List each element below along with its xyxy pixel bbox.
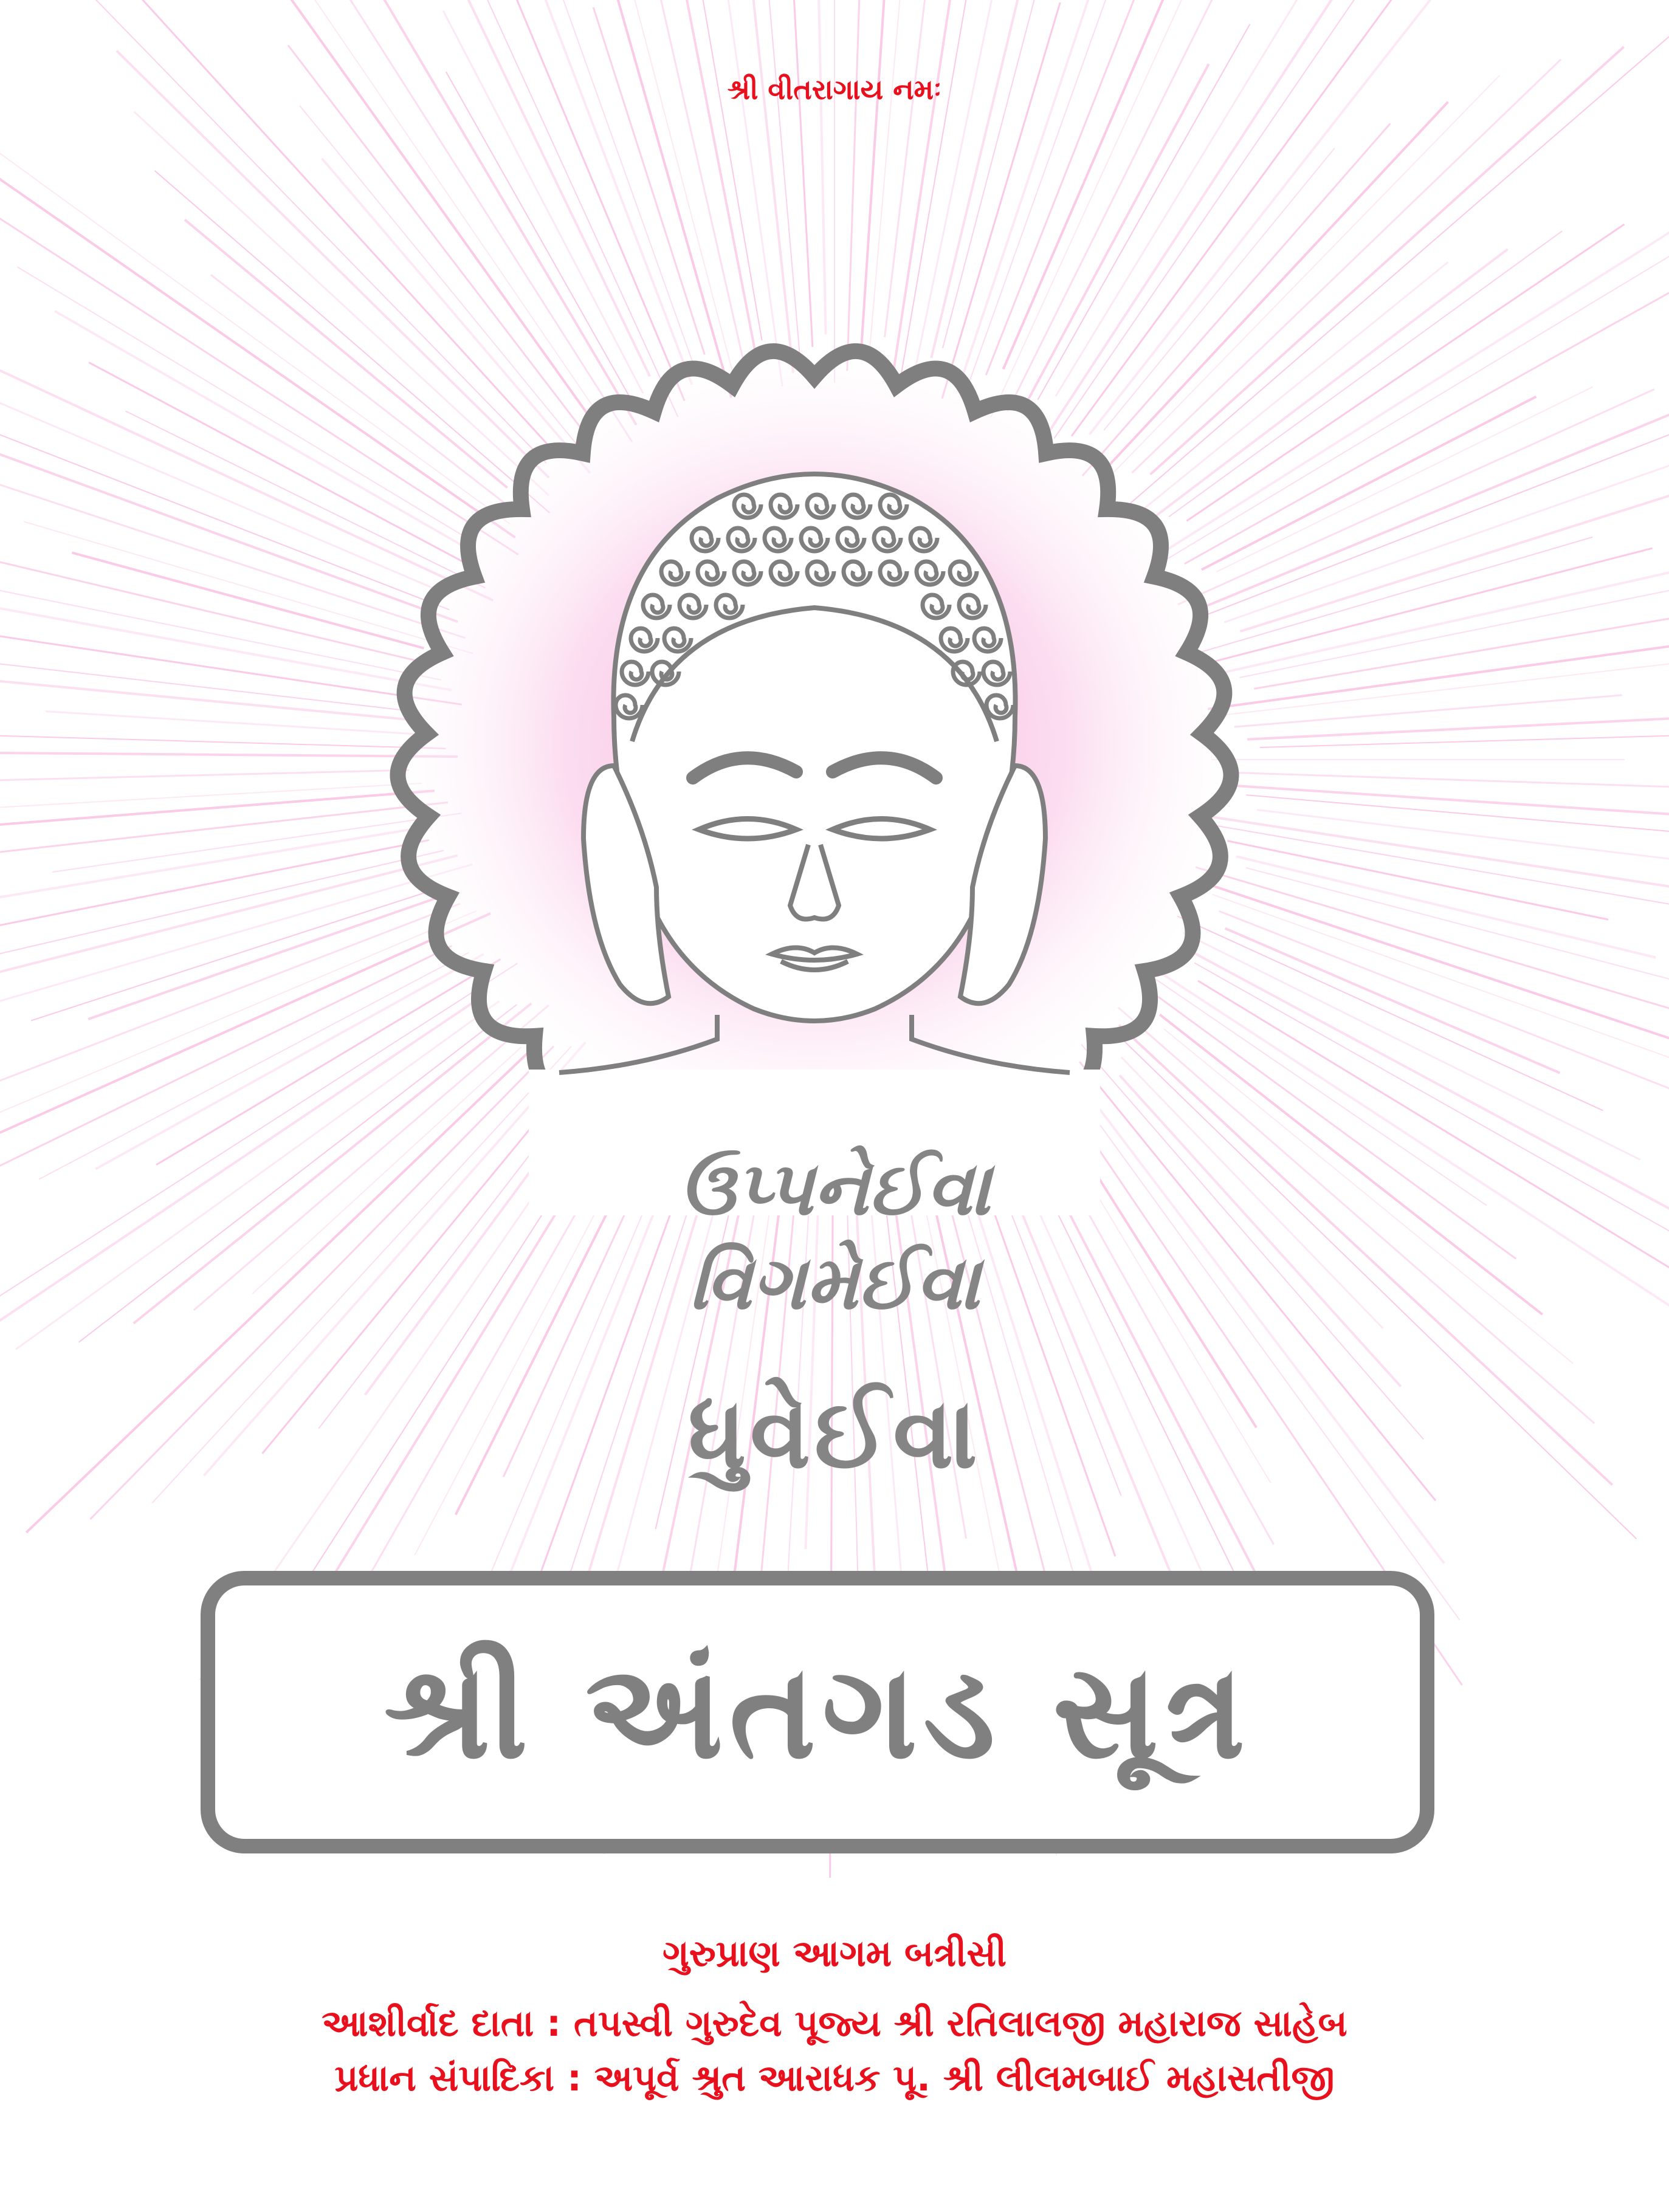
editor-credit: પ્રધાન સંપાદિકા : અપૂર્વ શ્રુત આરાધક પૂ. શ્રી લીલમબાઈ મહાસતીજી xyxy=(334,2057,1335,2100)
right-eye xyxy=(833,819,930,839)
mantra-line-1: ઉપ્પનેઈવા xyxy=(678,1146,991,1232)
mantra-line-2: વિગમેઈવા xyxy=(689,1240,980,1326)
ray-line xyxy=(786,0,812,347)
head xyxy=(583,474,1045,1021)
ray-line xyxy=(885,0,934,337)
tirthankara-face-illustration xyxy=(328,304,1301,1215)
ray-line xyxy=(815,0,826,334)
book-title: શ્રી અંતગડ સૂત્ર xyxy=(384,1635,1251,1788)
title-box xyxy=(201,1571,1434,1853)
ray-line xyxy=(653,0,762,340)
mantra-line-3: ધુવેઈવા xyxy=(687,1376,982,1490)
left-eye xyxy=(699,819,796,839)
ray-line xyxy=(1246,868,1669,988)
ray-line xyxy=(593,7,704,354)
invocation-text: શ્રી વીતરાગાય નમઃ xyxy=(727,73,942,106)
ray-line xyxy=(870,0,902,348)
blessing-credit: આશીર્વાદ દાતા : તપસ્વી ગુરુદેવ પૂજ્ય શ્રી રતિલાલજી મહારાજ સાહેબ xyxy=(322,2002,1347,2045)
series-name: ગુરુપ્રાણ આગમ બત્રીસી xyxy=(662,1932,1007,1975)
